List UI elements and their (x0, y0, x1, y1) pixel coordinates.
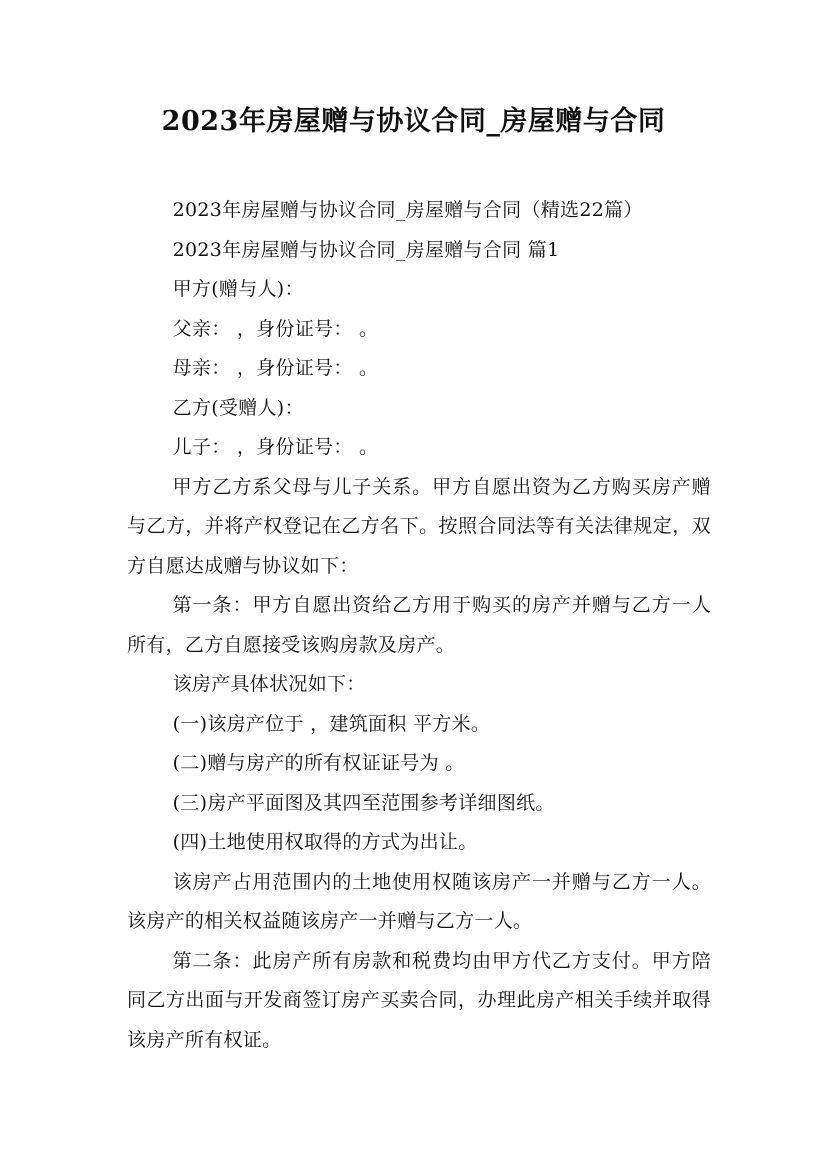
paragraph-item-1: (一)该房产位于 ，建筑面积 平方米。 (172, 712, 491, 735)
paragraph-son: 儿子： ，身份证号： 。 (172, 436, 379, 458)
document-body (127, 191, 711, 1060)
paragraph-party-a: 甲方(赠与人)： (172, 278, 304, 300)
paragraph-item-2: (二)赠与房产的所有权证证号为 。 (172, 752, 465, 774)
paragraph-party-b: 乙方(受赠人)： (172, 396, 304, 419)
paragraph-item-3: (三)房产平面图及其四至范围参考详细图纸。 (172, 791, 555, 814)
paragraph-item-4: (四)土地使用权取得的方式为出让。 (172, 831, 478, 853)
paragraph-relationship: 甲方乙方系父母与儿子关系。甲方自愿出资为乙方购买房产赠与乙方，并将产权登记在乙方名下。按照合同法等有关法律规定，双方自愿达成赠与协议如下： (127, 475, 711, 577)
paragraph-subtitle: 2023年房屋赠与协议合同_房屋赠与合同（精选22篇） (172, 199, 643, 221)
paragraph-article-1: 第一条：甲方自愿出资给乙方用于购买的房产并赠与乙方一人所有，乙方自愿接受该购房款及房产。 (127, 594, 711, 656)
document-title: 2023年房屋赠与协议合同_房屋赠与合同 (161, 106, 666, 137)
paragraph-section-heading: 2023年房屋赠与协议合同_房屋赠与合同 篇1 (172, 238, 560, 261)
paragraph-land-rights: 该房产占用范围内的土地使用权随该房产一并赠与乙方一人。该房产的相关权益随该房产一并赠与乙方一人。 (127, 870, 711, 932)
paragraph-mother: 母亲： ，身份证号： 。 (172, 357, 379, 379)
paragraph-father: 父亲： ，身份证号： 。 (172, 317, 379, 340)
paragraph-property-status: 该房产具体状况如下： (172, 673, 366, 695)
paragraph-article-2: 第二条：此房产所有房款和税费均由甲方代乙方支付。甲方陪同乙方出面与开发商签订房产买卖合同，办理此房产相关手续并取得该房产所有权证。 (127, 949, 711, 1051)
